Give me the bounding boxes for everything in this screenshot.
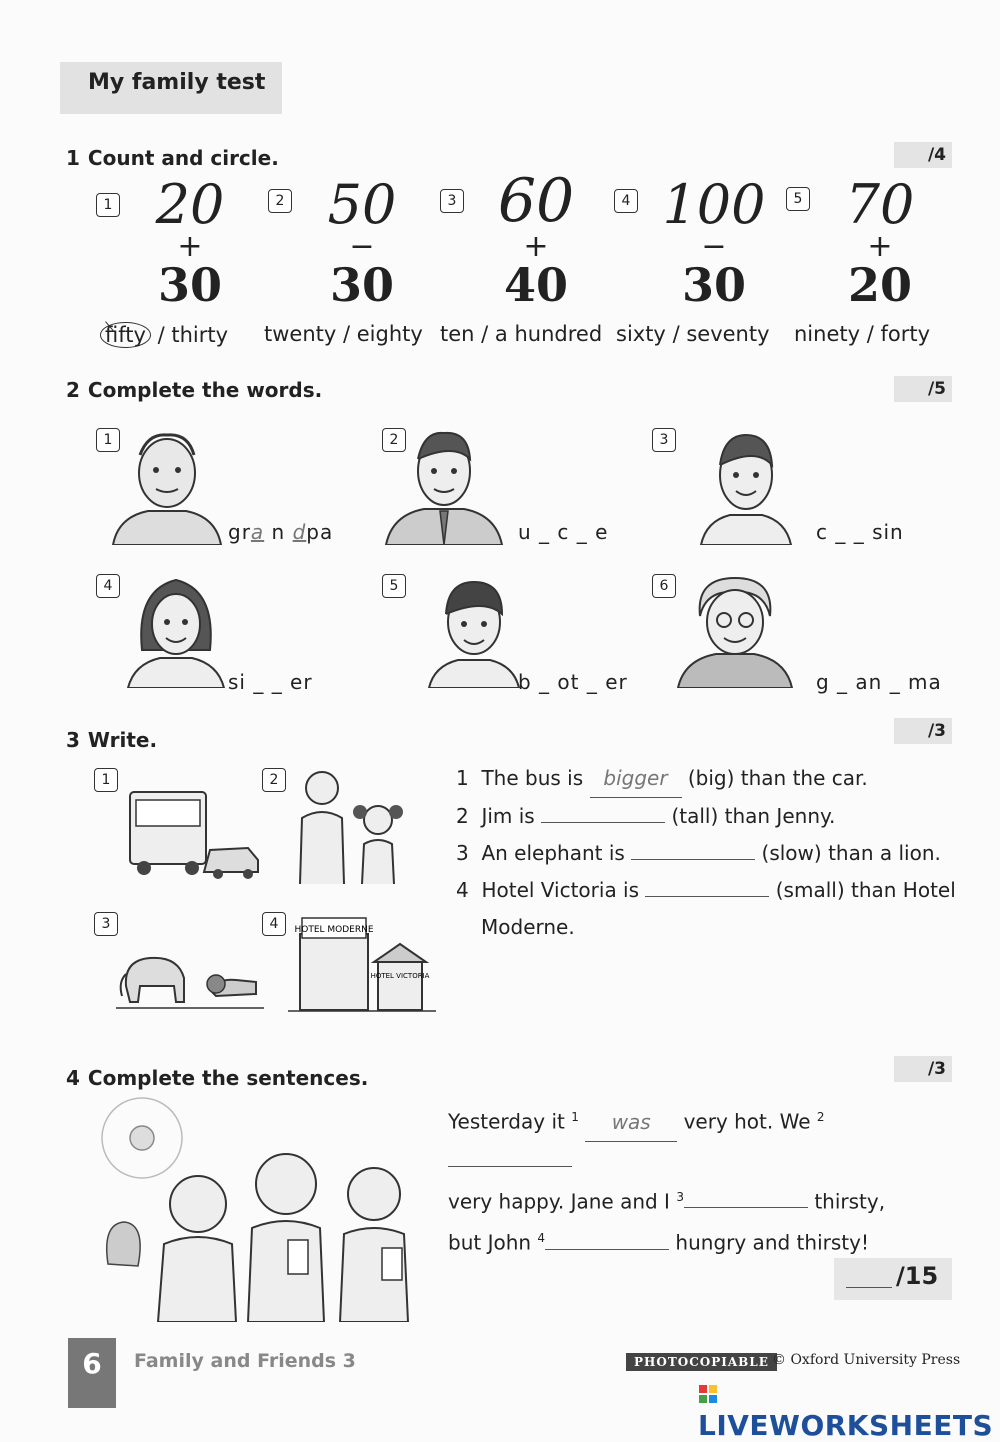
sum3-operator: +: [523, 229, 549, 264]
family5-number: 5: [382, 574, 406, 598]
sentence3-end: (slow) than a lion.: [761, 841, 941, 865]
sum4-number: 4: [614, 189, 638, 213]
sum3-bottom: 40: [503, 258, 568, 312]
sentence4-number: 4: [456, 878, 469, 902]
sentence2-blank[interactable]: [541, 802, 665, 823]
sentence4-start: Hotel Victoria is: [481, 878, 640, 902]
sum4-option-b[interactable]: seventy: [686, 322, 770, 346]
sum3-top: 60: [497, 166, 575, 236]
sentence1-start: The bus is: [481, 766, 584, 790]
children-drinking-picture: [88, 1094, 424, 1322]
section4-paragraph: [448, 1099, 948, 1262]
sum1-separator: /: [157, 323, 165, 347]
sum2-top: 50: [327, 173, 397, 236]
word4[interactable]: si _ _ er: [228, 670, 313, 694]
word3[interactable]: c _ _ sin: [816, 520, 904, 544]
para-line2: [448, 1179, 948, 1221]
word1-middle: n: [271, 520, 286, 544]
photocopiable-label: PHOTOCOPIABLE: [626, 1353, 777, 1371]
sentence1-number: 1: [456, 766, 469, 790]
sum5-number: 5: [786, 187, 810, 211]
section4-score: /3: [894, 1056, 952, 1082]
sum2-option-b[interactable]: eighty: [356, 322, 423, 346]
liveworksheets-icon: [698, 1384, 718, 1404]
sum2: [312, 173, 412, 312]
hotel-moderne-sign: HOTEL MODERNE: [294, 925, 374, 935]
sum3-option-b[interactable]: a hundred: [494, 322, 603, 346]
section3-title: Write.: [87, 728, 158, 752]
para-line1-end: very hot. We: [683, 1109, 811, 1134]
jim-and-jenny-picture: [288, 768, 412, 886]
sum1-options: [100, 322, 228, 348]
sentence4-end: (small) than Hotel: [775, 878, 956, 902]
sentence3-blank[interactable]: [631, 839, 755, 860]
section1-title: Count and circle.: [87, 146, 279, 170]
section4-heading: [66, 1066, 368, 1090]
copyright-text: © Oxford University Press: [772, 1352, 961, 1368]
section4-number: 4: [66, 1066, 80, 1090]
sum1-bottom: 30: [157, 258, 222, 312]
page-title: My family test: [88, 70, 266, 95]
gap2-blank[interactable]: [448, 1146, 572, 1167]
sentence4-blank[interactable]: [645, 876, 769, 897]
section2-score: /5: [894, 376, 952, 402]
sum1: [140, 173, 240, 312]
sentence2: [456, 798, 976, 835]
section3-score: /3: [894, 718, 952, 744]
uncle-picture: [384, 425, 504, 545]
sum5-option-a[interactable]: ninety: [794, 322, 861, 346]
sum2-operator: −: [349, 229, 375, 264]
sum5-separator: /: [866, 322, 874, 346]
sum3-separator: /: [481, 322, 489, 346]
para-line2-start: very happy. Jane and I: [448, 1189, 670, 1214]
sum3-options: [440, 322, 602, 346]
pic1-number: 1: [94, 768, 118, 792]
gap3-number: 3: [676, 1189, 684, 1204]
section3-number: 3: [66, 728, 80, 752]
sum2-options: [264, 322, 423, 346]
gap4-blank[interactable]: [545, 1229, 669, 1250]
sentence4: [456, 872, 976, 909]
word6[interactable]: g _ an _ ma: [816, 670, 942, 694]
section3-heading: [66, 728, 157, 752]
sum3: [486, 166, 586, 312]
sentence2-end: (tall) than Jenny.: [671, 804, 836, 828]
book-title: Family and Friends 3: [134, 1350, 356, 1372]
grandpa-picture: [108, 425, 226, 545]
gap3-blank[interactable]: [684, 1187, 808, 1208]
sum2-option-a[interactable]: twenty: [264, 322, 337, 346]
para-line3: [448, 1220, 948, 1262]
liveworksheets-text: LIVEWORKSHEETS: [698, 1409, 994, 1442]
word1-suffix: pa: [306, 520, 334, 544]
sum3-option-a[interactable]: ten: [440, 322, 475, 346]
sum5-operator: +: [867, 229, 893, 264]
sentence3: [456, 835, 976, 872]
section1-score: /4: [894, 142, 952, 168]
sum3-number: 3: [440, 189, 464, 213]
word5[interactable]: b _ ot _ er: [518, 670, 628, 694]
section1-number: 1: [66, 146, 80, 170]
sentence1: [456, 760, 976, 798]
sum4: [652, 173, 776, 312]
sum2-number: 2: [268, 189, 292, 213]
sum1-operator: +: [177, 229, 203, 264]
sum5-options: [794, 322, 930, 346]
section4-title: Complete the sentences.: [87, 1066, 369, 1090]
family4-number: 4: [96, 574, 120, 598]
pic2-number: 2: [262, 768, 286, 792]
sum4-separator: /: [672, 322, 680, 346]
sum2-separator: /: [343, 322, 351, 346]
sentence3-number: 3: [456, 841, 469, 865]
para-line2-end: thirsty,: [814, 1189, 886, 1214]
sum5: [830, 173, 930, 312]
sentence4-continued: Moderne.: [481, 915, 575, 939]
elephant-and-lion-picture: [116, 946, 264, 1010]
gap4-number: 4: [537, 1231, 546, 1246]
total-score-blank[interactable]: [846, 1287, 892, 1288]
section3-sentences: [456, 760, 976, 946]
section2-title: Complete the words.: [87, 378, 323, 402]
family3-number: 3: [652, 428, 676, 452]
grandma-picture: [676, 570, 794, 688]
word1-fill2[interactable]: d: [292, 520, 307, 544]
cousin-picture: [696, 425, 796, 545]
sum4-operator: −: [701, 229, 727, 264]
word1: [228, 520, 333, 544]
sum4-top: 100: [662, 173, 766, 236]
family1-number: 1: [96, 428, 120, 452]
sister-picture: [124, 570, 228, 688]
sum2-bottom: 30: [329, 258, 394, 312]
para-line1: [448, 1099, 948, 1179]
bus-and-car-picture: [122, 788, 262, 880]
sum4-option-a[interactable]: sixty: [616, 322, 666, 346]
section2-heading: [66, 378, 322, 402]
sum5-top: 70: [845, 173, 915, 236]
word1-fill1[interactable]: a: [250, 520, 265, 544]
word2[interactable]: u _ c _ e: [518, 520, 609, 544]
gap1-number: 1: [571, 1110, 579, 1124]
gap2-number: 2: [816, 1110, 825, 1124]
sentence1-answer[interactable]: bigger: [590, 760, 682, 798]
para-line3-start: but John: [448, 1230, 532, 1255]
hotels-picture: [288, 914, 436, 1014]
total-score: /15: [896, 1262, 939, 1290]
family2-number: 2: [382, 428, 406, 452]
sentence3-start: An elephant is: [481, 841, 625, 865]
sum1-option-b[interactable]: thirty: [171, 323, 229, 347]
sum4-bottom: 30: [681, 258, 746, 312]
para-line1-start: Yesterday it: [448, 1109, 565, 1134]
sentence1-end: (big) than the car.: [687, 766, 868, 790]
pic4-number: 4: [262, 912, 286, 936]
sentence2-number: 2: [456, 804, 469, 828]
gap1-answer[interactable]: was: [585, 1104, 677, 1142]
family6-number: 6: [652, 574, 676, 598]
sum5-bottom: 20: [847, 258, 912, 312]
sum5-option-b[interactable]: forty: [880, 322, 931, 346]
hotel-victoria-sign: HOTEL VICTORIA: [370, 972, 430, 980]
section1-heading: [66, 146, 279, 170]
sum1-option-a[interactable]: fifty: [100, 322, 151, 348]
pic3-number: 3: [94, 912, 118, 936]
page-number: 6: [68, 1338, 116, 1408]
sentence2-start: Jim is: [481, 804, 535, 828]
word1-prefix: gr: [228, 520, 251, 544]
sum4-options: [616, 322, 770, 346]
brother-picture: [424, 570, 524, 688]
para-line3-end: hungry and thirsty!: [675, 1230, 869, 1255]
sum1-number: 1: [96, 193, 120, 217]
section2-number: 2: [66, 378, 80, 402]
sum1-top: 20: [155, 173, 225, 236]
liveworksheets-logo: [698, 1376, 1000, 1442]
